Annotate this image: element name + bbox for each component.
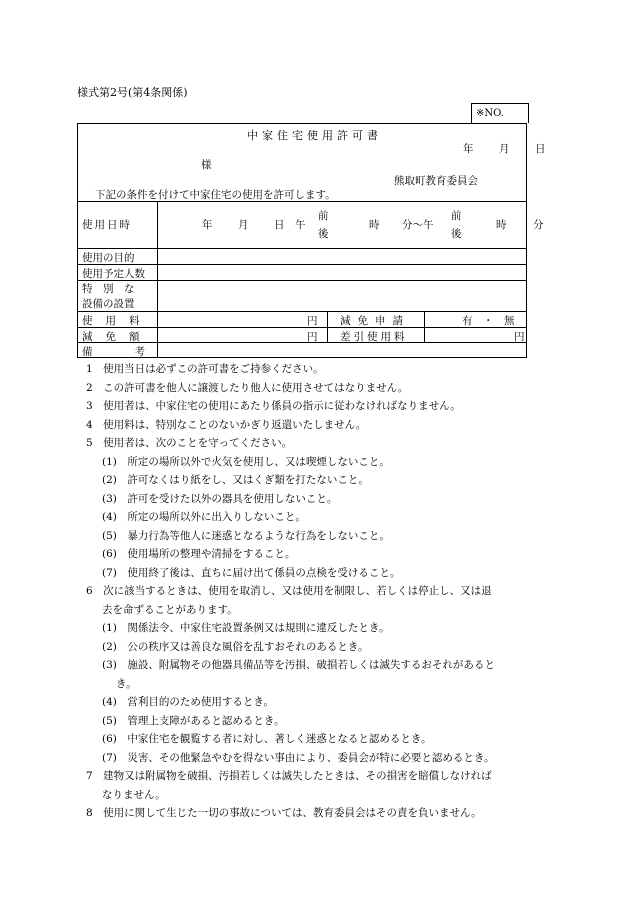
note-item-continuation: なりません。 [102,788,166,801]
note-subitem: (7) 使用終了後は、直ちに届け出て係員の点検を受けること。 [102,566,401,579]
date-year: 年 [463,143,474,155]
exemption-yes-no: 有 ・ 無 [462,315,515,327]
note-subitem: (5) 管理上支障があると認めるとき。 [102,714,285,727]
exemption-amount-label: 減免額 [82,331,153,343]
exemption-yen-unit: 円 [307,331,318,343]
note-item: 4 使用料は、特別なことのないかぎり返還いたしません。 [86,418,367,431]
form-title: 中家住宅使用許可書 [247,129,382,142]
column-divider [327,311,328,342]
am-marker-end: 前 [451,210,462,222]
note-subitem: (4) 所定の場所以外に出入りしないこと。 [102,511,306,523]
number-box [471,103,529,123]
note-subitem: (7) 災害、その他緊急やむを得ない事由により、委員会が特に必要と認めるとき。 [102,751,495,764]
note-item: 1 使用当日は必ずこの許可書をご持参ください。 [86,363,324,375]
pm-marker-end: 後 [451,228,462,240]
minute-to-unit: 分〜午 [402,219,434,231]
row-divider [78,201,526,202]
row-divider [78,248,526,249]
weekday-marker: 午 [295,219,306,231]
remarks-label: 備考 [82,346,187,358]
column-divider [157,201,158,357]
month-unit: 月 [238,219,249,231]
am-marker: 前 [318,210,329,222]
permit-form-frame [77,123,546,358]
note-item: 7 建物又は附属物を破損、汚損若しくは滅失したときは、その損害を賠償しなければ [86,770,492,782]
note-subitem-continuation: き。 [116,677,137,690]
note-subitem: (3) 許可を受けた以外の器具を使用しないこと。 [102,492,338,505]
fee-label: 使用料 [82,315,153,327]
column-divider [424,311,425,342]
note-item: 8 使用に関して生じた一切の事故については、教育委員会はその責を負いません。 [86,807,482,819]
row-divider [78,280,526,281]
net-fee-yen-unit: 円 [514,331,525,343]
hour-unit-end: 時 [496,219,507,231]
row-divider [78,311,526,312]
special-equipment-label-line2: 設備の設置 [82,298,135,310]
note-item-continuation: 去を命ずることがあります。 [102,603,238,616]
note-subitem: (6) 中家住宅を観覧する者に対し、著しく迷惑となると認めるとき。 [102,733,432,745]
no-label: ※NO. [476,108,504,119]
intro-text: 下記の条件を付けて中家住宅の使用を許可します。 [95,189,336,201]
row-divider [78,264,526,265]
note-item: 3 使用者は、中家住宅の使用にあたり係員の指示に従わなければなりません。 [86,400,461,412]
note-subitem: (1) 所定の場所以外で火気を使用し、又は喫煙しないこと。 [102,455,390,468]
minute-unit-end: 分 [533,219,544,231]
usage-datetime-label: 使用日時 [82,219,132,231]
note-item: 2 この許可書を他人に譲渡したり他人に使用させてはなりません。 [86,381,409,394]
note-subitem: (5) 暴力行為等他人に迷惑となるような行為をしないこと。 [102,529,390,542]
issuer-name: 熊取町教育委員会 [394,175,478,187]
note-item: 6 次に該当するときは、使用を取消し、又は使用を制限し、若しくは停止し、又は退 [86,585,492,597]
hour-unit: 時 [369,219,380,231]
special-equipment-label-line1: 特 別 な [82,283,135,295]
net-fee-label: 差引使用料 [340,331,408,343]
note-subitem: (4) 営利目的のため使用するとき。 [102,696,274,708]
note-subitem: (6) 使用場所の整理や清掃をすること。 [102,548,296,560]
people-label: 使用予定人数 [82,268,145,280]
note-subitem: (2) 許可なくはり紙をし、又はくぎ類を打たないこと。 [102,474,369,486]
usage-conditions-notes [77,360,557,823]
note-subitem: (2) 公の秩序又は善良な風俗を乱すおそれのあるとき。 [102,640,369,653]
date-month: 月 [499,143,510,155]
form-number: 様式第2号(第4条関係) [77,86,188,99]
note-subitem: (3) 施設、附属物その他器具備品等を汚損、破損若しくは滅失するおそれがあると [102,659,495,671]
purpose-label: 使用の目的 [82,252,135,264]
day-unit: 日 [274,219,285,231]
pm-marker: 後 [318,228,329,240]
date-day: 日 [535,143,546,155]
note-subitem: (1) 関係法令、中家住宅設置条例又は規則に違反したとき。 [102,622,390,634]
exemption-request-label: 減免申請 [340,315,410,327]
year-unit: 年 [202,219,213,231]
note-item: 5 使用者は、次のことを守ってください。 [86,437,293,449]
addressee-suffix: 様 [201,159,212,171]
fee-yen-unit: 円 [307,315,318,327]
